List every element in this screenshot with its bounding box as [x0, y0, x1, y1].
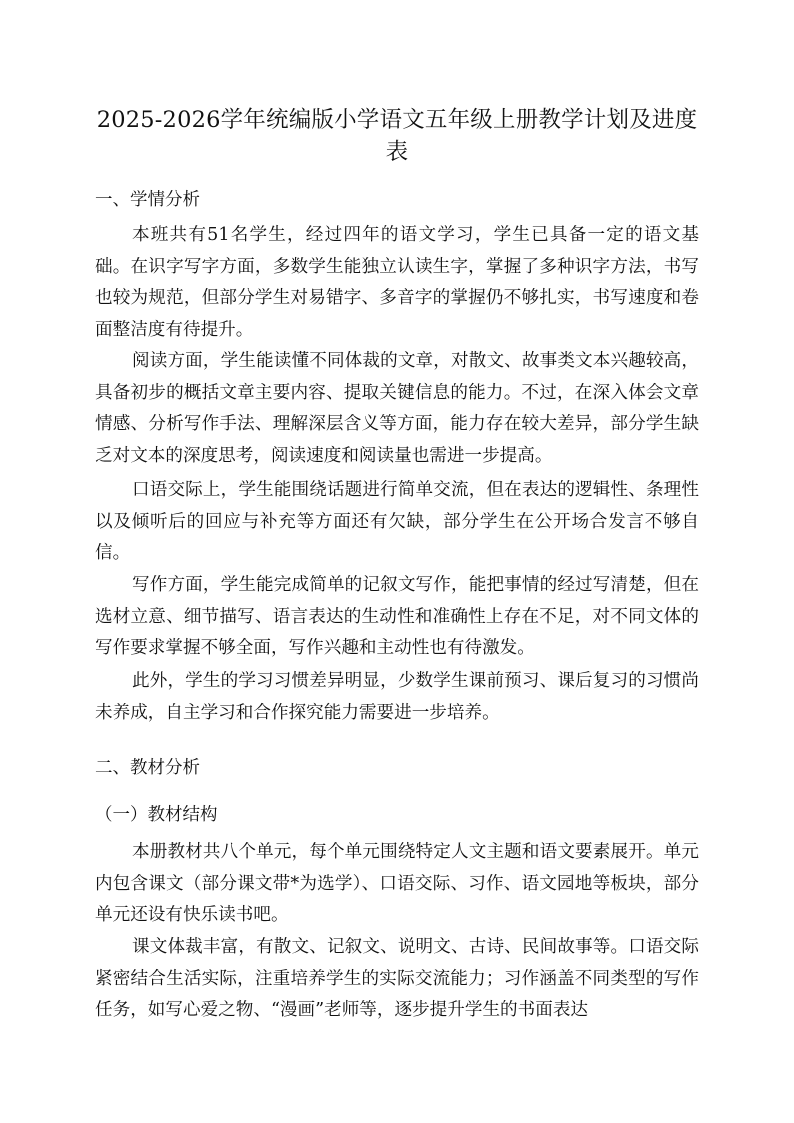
paragraph: 写作方面，学生能完成简单的记叙文写作，能把事情的经过写清楚，但在选材立意、细节描写、语言表达的生动性和准确性上存在不足，对不同文体的写作要求掌握不够全面，写作兴趣和主动性也有待激发。	[95, 575, 699, 659]
paragraph: 口语交际上，学生能围绕话题进行简单交流，但在表达的逻辑性、条理性以及倾听后的回应与补充等方面还有欠缺，部分学生在公开场合发言不够自信。	[95, 480, 699, 564]
paragraph: 课文体裁丰富，有散文、记叙文、说明文、古诗、民间故事等。口语交际紧密结合生活实际，注重培养学生的实际交流能力；习作涵盖不同类型的写作任务，如写心爱之物、“漫画”老师等，逐步提升学生的书面表达	[95, 937, 699, 1021]
subsection-heading-textbook-structure: （一）教材结构	[95, 805, 218, 825]
paragraph: 本班共有51名学生，经过四年的语文学习，学生已具备一定的语文基础。在识字写字方面，多数学生能独立认读生字，掌握了多种识字方法，书写也较为规范，但部分学生对易错字、多音字的掌握仍不够扎实，书写速度和卷面整洁度有待提升。	[95, 225, 699, 340]
document-title: 2025-2026学年统编版小学语文五年级上册教学计划及进度表	[96, 107, 698, 165]
paragraph: 本册教材共八个单元，每个单元围绕特定人文主题和语文要素展开。单元内包含课文（部分课文带*为选学）、口语交际、习作、语文园地等板块，部分单元还设有快乐读书吧。	[95, 842, 699, 926]
section-heading-textbook-analysis: 二、教材分析	[95, 758, 200, 778]
paragraph: 此外，学生的学习习惯差异明显，少数学生课前预习、课后复习的习惯尚未养成，自主学习和合作探究能力需要进一步培养。	[95, 671, 699, 723]
paragraph: 阅读方面，学生能读懂不同体裁的文章，对散文、故事类文本兴趣较高，具备初步的概括文章主要内容、提取关键信息的能力。不过，在深入体会文章情感、分析写作手法、理解深层含义等方面，能力存在较大差异，部分学生缺乏对文本的深度思考，阅读速度和阅读量也需进一步提高。	[95, 351, 699, 466]
section-heading-student-analysis: 一、学情分析	[95, 190, 200, 210]
